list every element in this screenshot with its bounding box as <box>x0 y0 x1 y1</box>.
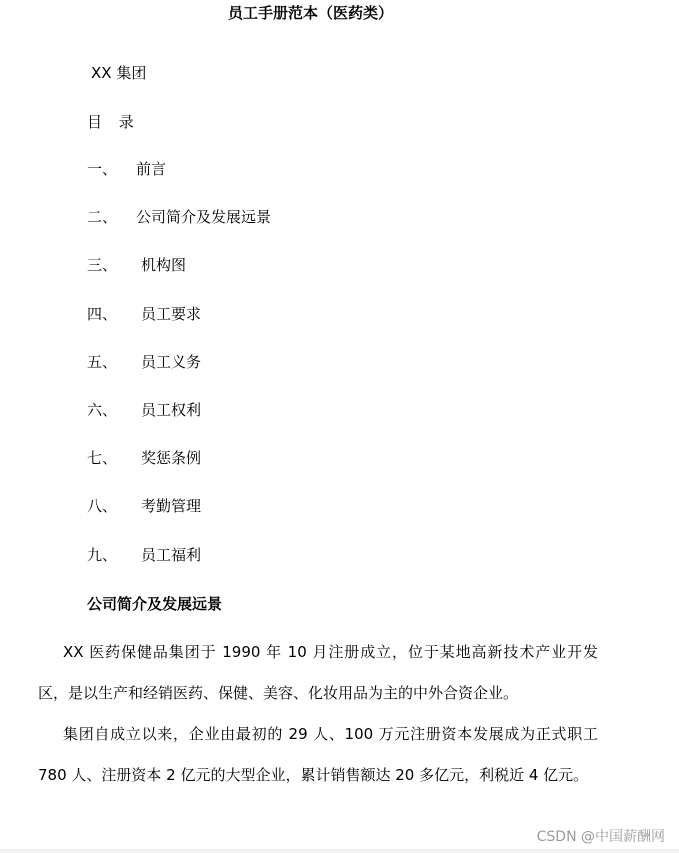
toc-item <box>87 256 271 304</box>
toc-item-label: 公司简介及发展远景 <box>136 208 272 227</box>
toc-item-number: 六、 <box>87 400 118 419</box>
toc-item-label: 员工要求 <box>141 304 202 323</box>
toc-item-label: 机构图 <box>141 256 187 275</box>
document-title: 员工手册范本（医药类） <box>227 4 393 22</box>
body-paragraph: XX 医药保健品集团于 1990 年 10 月注册成立，位于某地高新技术产业开发区，是以生产和经销医药、保健、美容、化妆用品为主的中外合资企业。 <box>38 643 598 702</box>
toc-item-number: 二、 <box>87 208 118 227</box>
toc-heading: 目 录 <box>87 113 140 131</box>
toc-item <box>87 208 271 256</box>
table-of-contents <box>87 160 271 594</box>
toc-item-label: 前言 <box>136 160 167 178</box>
toc-item-number: 七、 <box>87 449 118 468</box>
toc-item-label: 考勤管理 <box>141 497 202 516</box>
toc-item-label: 奖惩条例 <box>141 449 202 468</box>
toc-item-number: 八、 <box>87 497 118 516</box>
toc-item-number: 九、 <box>87 545 118 564</box>
body-paragraph: 集团自成立以来，企业由最初的 29 人、100 万元注册资本发展成为正式职工 780 人、注册资本 2 亿元的大型企业，累计销售额达 20 多亿元，利税近 4 亿元。 <box>38 725 598 784</box>
toc-item-label: 员工义务 <box>141 352 202 371</box>
toc-item <box>87 546 271 594</box>
toc-item-label: 员工福利 <box>141 545 202 564</box>
toc-item <box>87 497 271 545</box>
company-name: XX 集团 <box>91 64 147 82</box>
toc-item <box>87 353 271 401</box>
toc-item-number: 三、 <box>87 256 118 275</box>
toc-item <box>87 449 271 497</box>
watermark: CSDN @中国薪酬网 <box>536 829 665 845</box>
toc-item-number: 五、 <box>87 352 118 371</box>
toc-item-label: 员工权利 <box>141 400 202 419</box>
toc-item <box>87 401 271 449</box>
toc-item <box>87 160 271 208</box>
toc-item-number: 一、 <box>87 160 118 178</box>
toc-item-number: 四、 <box>87 304 118 323</box>
section-heading: 公司简介及发展远景 <box>87 595 223 613</box>
bottom-divider <box>0 849 679 853</box>
toc-item <box>87 305 271 353</box>
